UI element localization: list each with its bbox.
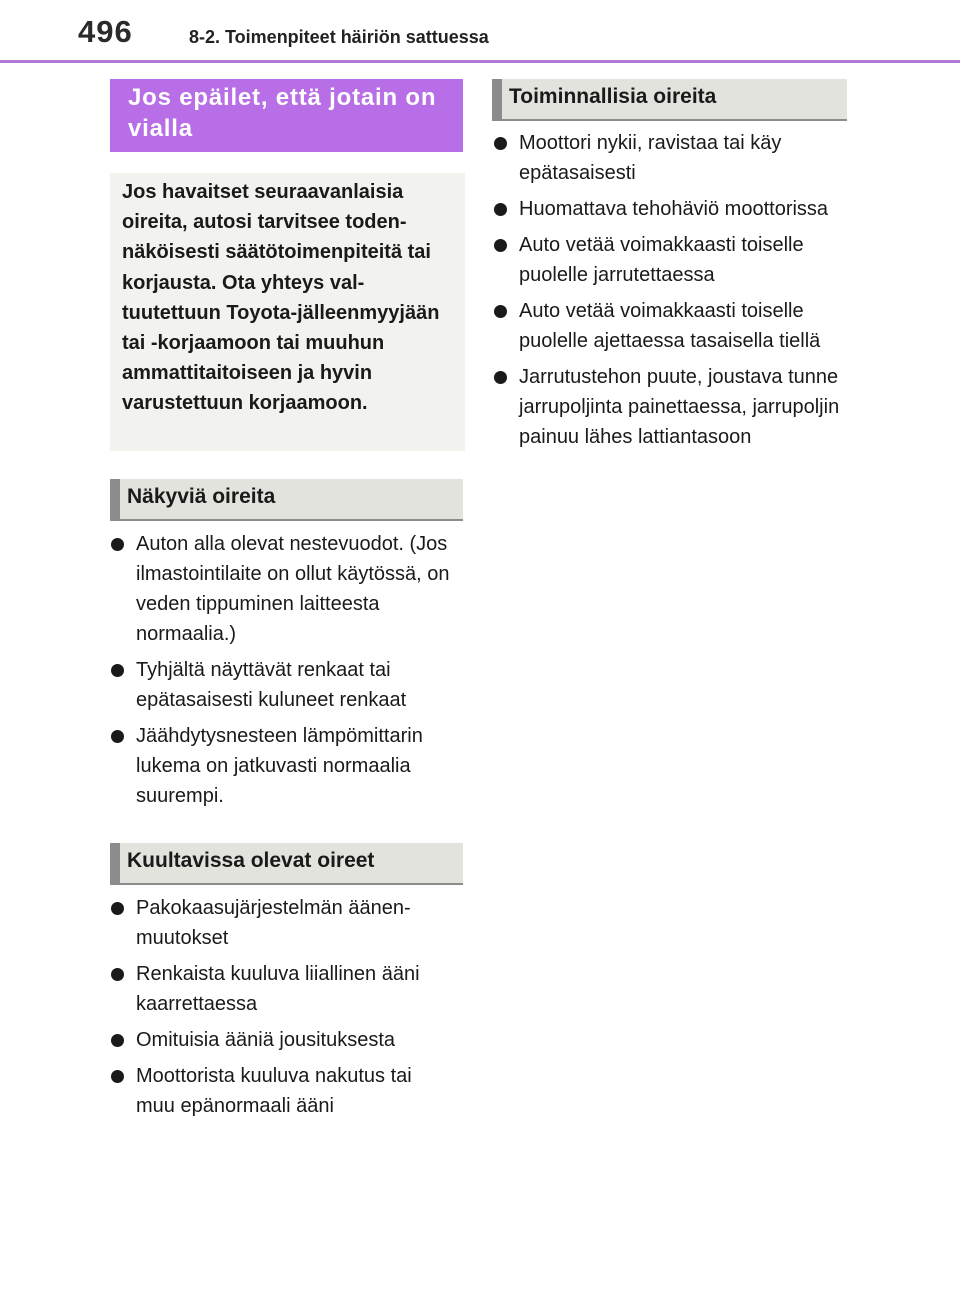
alert-banner: Jos epäilet, että jotain on vialla [110, 79, 463, 152]
intro-box: Jos havaitset seuraavanlaisia oireita, autosi tarvitsee todennäköisesti säätötoimenpiteitä tai korjausta. Ota yhteys valtuutettuun Toyota-jälleenmyyjään tai -korjaamoon tai muuhun ammattitaitoiseen ja hyvin varustettuun korjaamoon. [110, 173, 465, 451]
list-item: Huomattava tehohäviö moottorissa [493, 194, 843, 224]
audible-symptoms-list [110, 893, 455, 1127]
list-item: Moottorista kuuluva nakutus tai muu epänormaali ääni [110, 1061, 455, 1121]
list-item: Pakokaasujärjestelmän äänenmuutokset [110, 893, 455, 953]
visible-symptoms-heading: Näkyviä oireita [110, 479, 463, 521]
section-title: 8-2. Toimenpiteet häiriön sattuessa [189, 27, 489, 47]
list-item: Auto vetää voimakkaasti toiselle puolelle jarrutettaessa [493, 230, 843, 290]
list-item: Moottori nykii, ravistaa tai käy epätasaisesti [493, 128, 843, 188]
list-item: Auton alla olevat nestevuodot. (Jos ilmastointilaite on ollut käytössä, on veden tippuminen laitteesta normaalia.) [110, 529, 455, 649]
page-number: 496 [78, 14, 133, 49]
audible-symptoms-heading: Kuultavissa olevat oireet [110, 843, 463, 885]
list-item: Auto vetää voimakkaasti toiselle puolelle ajettaessa tasaisella tiellä [493, 296, 843, 356]
list-item: Renkaista kuuluva liiallinen ääni kaarrettaessa [110, 959, 455, 1019]
header-rule [0, 60, 960, 63]
list-item: Jarrutustehon puute, joustava tunne jarrupoljinta painettaessa, jarrupoljin painuu lähes lattiantasoon [493, 362, 843, 452]
list-item: Tyhjältä näyttävät renkaat tai epätasaisesti kuluneet renkaat [110, 655, 455, 715]
list-item: Omituisia ääniä jousituksesta [110, 1025, 455, 1055]
functional-symptoms-list [493, 128, 843, 458]
visible-symptoms-list [110, 529, 455, 817]
functional-symptoms-heading: Toiminnallisia oireita [492, 79, 847, 121]
list-item: Jäähdytysnesteen lämpömittarin lukema on jatkuvasti normaalia suurempi. [110, 721, 455, 811]
